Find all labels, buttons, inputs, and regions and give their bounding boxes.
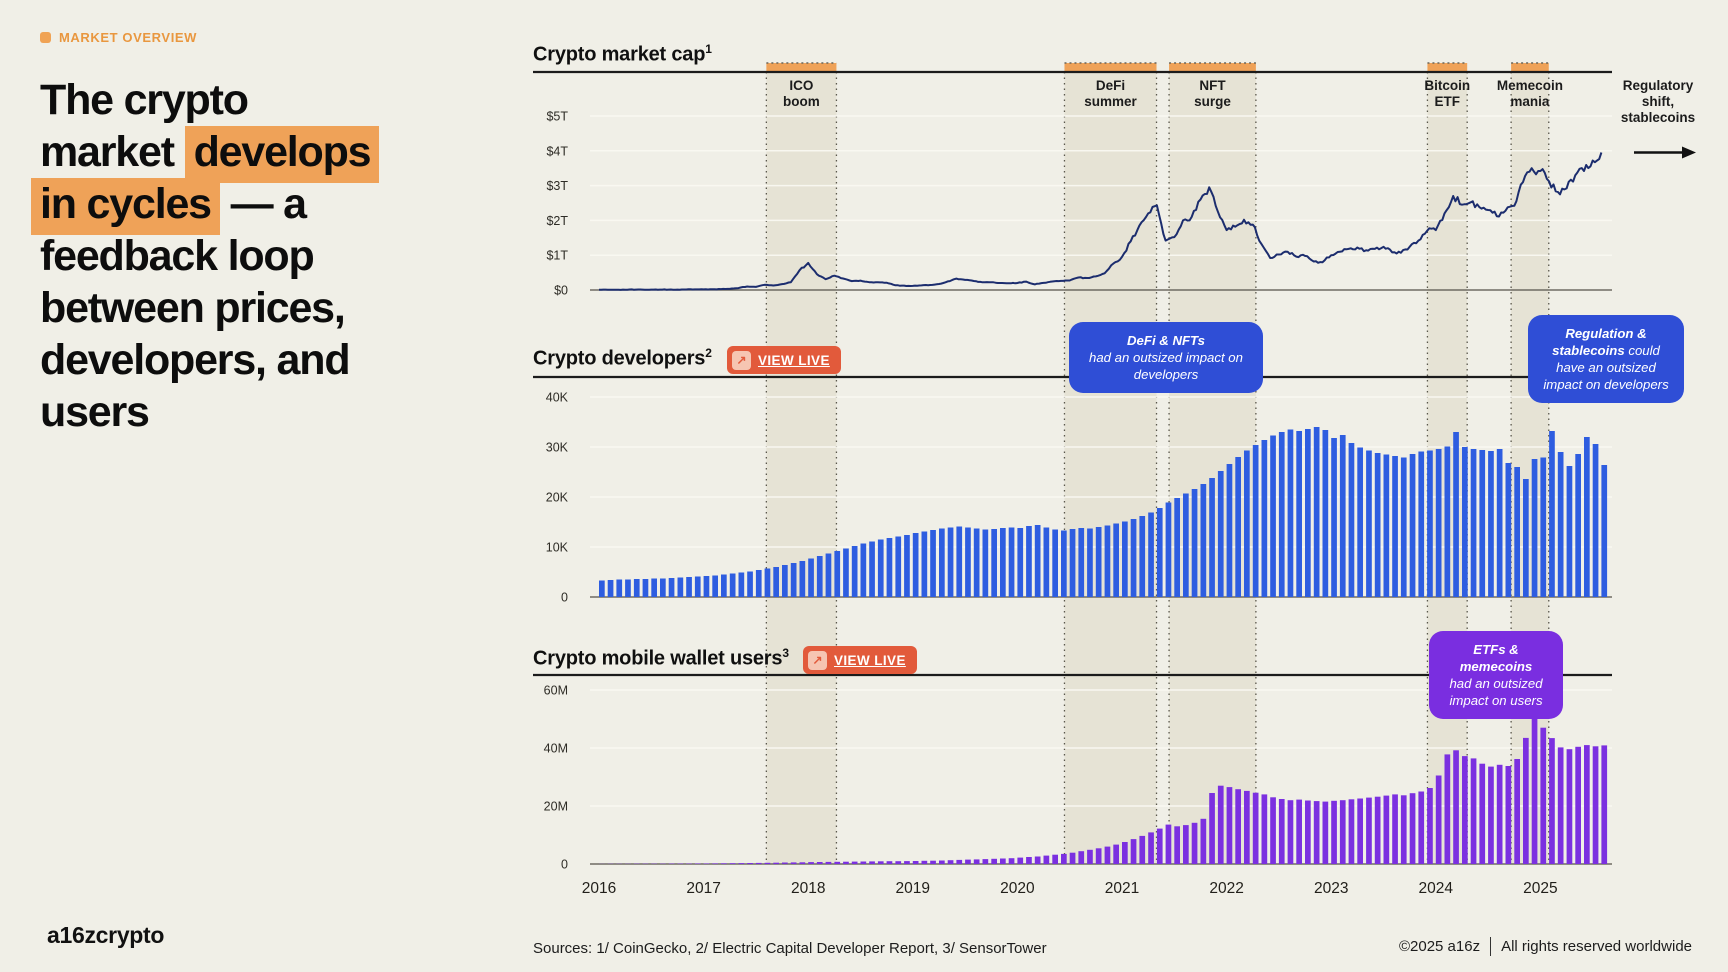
y-tick-label: 40M (543, 741, 568, 756)
band-label: ICO boom (783, 78, 820, 109)
band-marker (766, 63, 836, 72)
headline-line: between prices, (40, 284, 345, 332)
y-tick-label: 20M (543, 799, 568, 814)
y-tick-label: 20K (545, 490, 568, 505)
band-marker (1427, 63, 1467, 72)
y-tick-label: $0 (554, 283, 568, 298)
band-label: Bitcoin ETF (1424, 78, 1471, 109)
highlighted-text: develops (185, 126, 380, 183)
y-tick-label: $5T (546, 109, 568, 124)
sources-footnote: Sources: 1/ CoinGecko, 2/ Electric Capital Developer Report, 3/ SensorTower (533, 940, 1047, 957)
band-marker (1064, 63, 1156, 72)
band-defi-summer (1064, 63, 1156, 864)
annotation-regulatory-shift: Regulatory shift, stablecoins (1620, 78, 1696, 125)
x-axis-year-label: 2019 (895, 880, 931, 897)
footnote-sup: 1 (705, 42, 712, 56)
y-tick-label: $3T (546, 179, 568, 194)
x-axis-year-label: 2016 (581, 880, 617, 897)
callout-regulation-stablecoins: Regulation & stablecoins could have an outsized impact on developers (1528, 315, 1684, 403)
chart-title-wallet-users: Crypto mobile wallet users$^3$ (533, 646, 789, 670)
highlighted-text: in cycles (31, 178, 220, 235)
external-link-arrow-icon: ↗ (808, 651, 827, 670)
a16zcrypto-logo: a16zcrypto (47, 922, 165, 948)
y-tick-label: 30K (545, 440, 568, 455)
footnote-sup: 3 (782, 646, 789, 660)
view-live-wallets-button[interactable]: ↗ VIEW LIVE (803, 646, 917, 674)
view-live-developers-button[interactable]: ↗ VIEW LIVE (727, 346, 841, 374)
divider (1490, 937, 1491, 956)
eyebrow-label: MARKET OVERVIEW (59, 30, 198, 45)
headline-line: developers, and (40, 336, 350, 384)
y-tick-label: $2T (546, 213, 568, 228)
y-tick-label: $1T (546, 248, 568, 263)
y-tick-label: 0 (561, 857, 568, 872)
band-label: DeFi summer (1084, 78, 1137, 109)
y-tick-label: 40K (545, 390, 568, 405)
headline-line: The crypto (40, 76, 248, 124)
chart-title-market-cap: Crypto market cap$^1$ (533, 42, 712, 66)
callout-etfs-memecoins: ETFs & memecoins had an outsized impact on users (1429, 631, 1563, 719)
x-axis-year-label: 2023 (1313, 880, 1349, 897)
footnote-sup: 2 (705, 346, 712, 360)
x-axis-year-label: 2018 (790, 880, 826, 897)
headline-line: feedback loop (40, 232, 314, 280)
headline-line: in cycles — a (40, 178, 480, 230)
external-link-arrow-icon: ↗ (732, 351, 751, 370)
headline-line: market develops (40, 126, 480, 178)
callout-defi-nfts: DeFi & NFTs had an outsized impact on developers (1069, 322, 1263, 393)
chart-title-developers: Crypto developers$^2$ (533, 346, 712, 370)
headline-line: users (40, 388, 149, 436)
y-tick-label: 60M (543, 683, 568, 698)
x-axis-year-label: 2017 (686, 880, 721, 897)
y-tick-label: $4T (546, 144, 568, 159)
x-axis-year-label: 2022 (1209, 880, 1244, 897)
band-nft-surge (1169, 63, 1256, 864)
x-axis-year-label: 2020 (1000, 880, 1035, 897)
y-tick-label: 0 (561, 590, 568, 605)
band-marker (1511, 63, 1549, 72)
band-label: Memecoin mania (1496, 78, 1563, 109)
copyright: ©2025 a16z All rights reserved worldwide (1398, 938, 1692, 955)
band-marker (1169, 63, 1256, 72)
band-label: NFT surge (1194, 78, 1231, 109)
trend-arrow-icon (1634, 147, 1696, 159)
band-ico-boom (766, 63, 836, 864)
x-axis-year-label: 2025 (1523, 880, 1558, 897)
y-tick-label: 10K (545, 540, 568, 555)
x-axis-year-label: 2024 (1418, 880, 1454, 897)
x-axis-year-label: 2021 (1104, 880, 1140, 897)
